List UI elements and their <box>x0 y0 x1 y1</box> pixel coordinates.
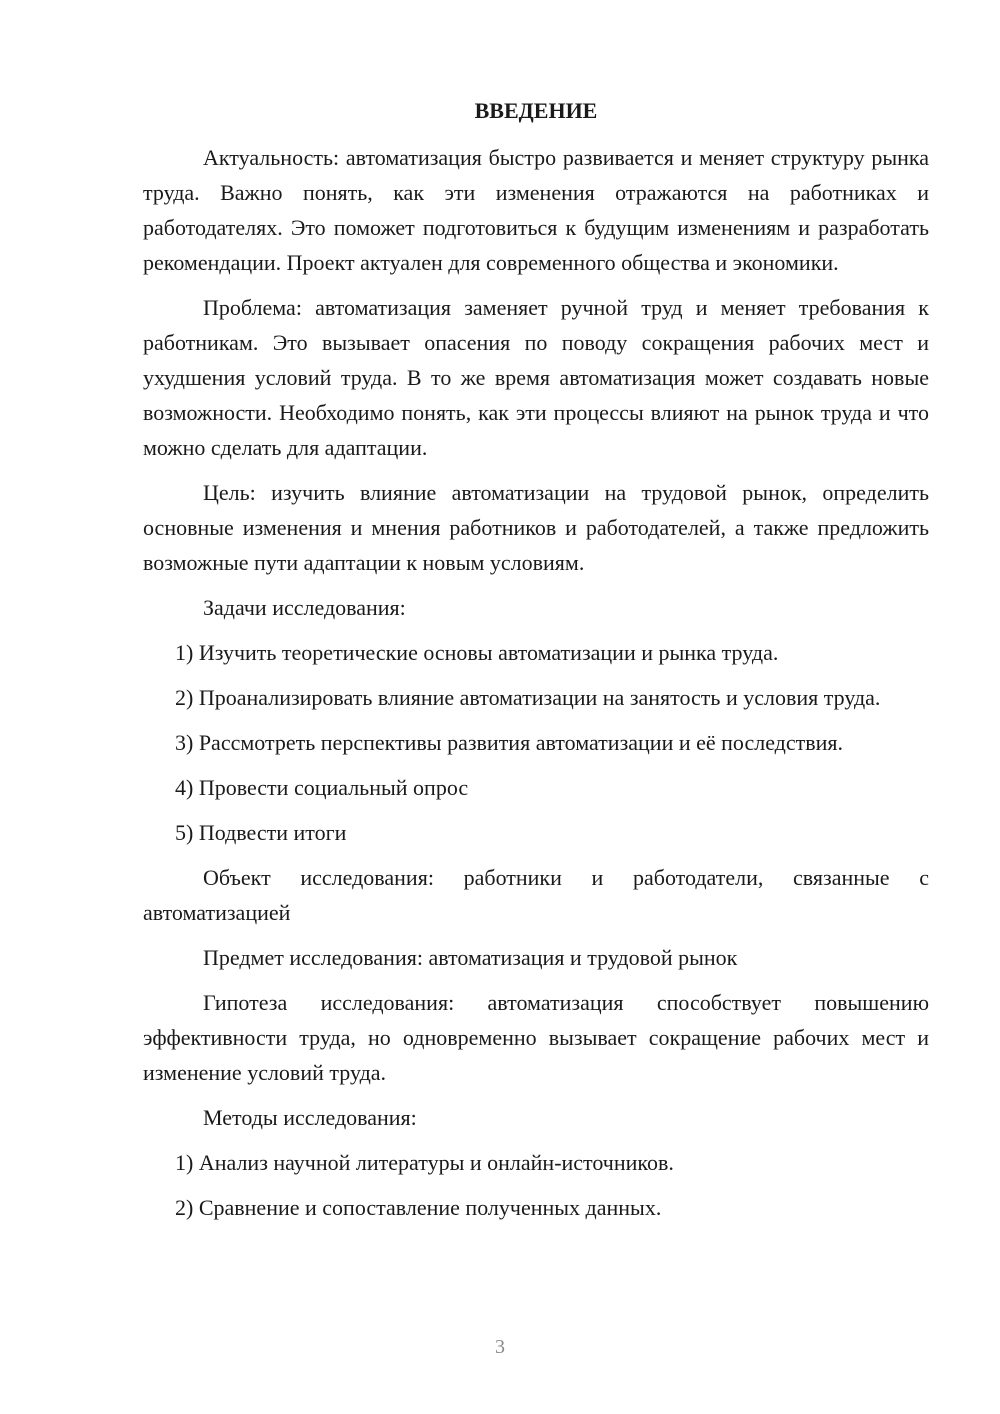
task-item-1: 1) Изучить теоретические основы автоматизации и рынка труда. <box>175 640 779 665</box>
document-page <box>143 96 929 1235</box>
section-heading: ВВЕДЕНИЕ <box>474 98 598 123</box>
object-paragraph: Объект исследования: работники и работодатели, связанные с автоматизацией <box>143 865 929 925</box>
task-item-3: 3) Рассмотреть перспективы развития автоматизации и её последствия. <box>175 730 844 755</box>
page-number: 3 <box>495 1336 505 1358</box>
goal-paragraph: Цель: изучить влияние автоматизации на трудовой рынок, определить основные изменения и мнения работников и работодателей, а также предложить возможные пути адаптации к новым условиям. <box>143 480 929 575</box>
methods-title: Методы исследования: <box>203 1105 417 1130</box>
subject-paragraph: Предмет исследования: автоматизация и трудовой рынок <box>203 945 738 970</box>
tasks-title: Задачи исследования: <box>203 595 406 620</box>
method-item-2: 2) Сравнение и сопоставление полученных данных. <box>175 1195 662 1220</box>
problem-paragraph: Проблема: автоматизация заменяет ручной труд и меняет требования к работникам. Это вызывает опасения по поводу сокращения рабочих мест и ухудшения условий труда. В то же время автоматизация может создавать новые возможности. Необходимо понять, как эти процессы влияют на рынок труда и что можно сделать для адаптации. <box>143 295 929 460</box>
relevance-paragraph: Актуальность: автоматизация быстро развивается и меняет структуру рынка труда. Важно понять, как эти изменения отражаются на работниках и работодателях. Это поможет подготовиться к будущим изменениям и разработать рекомендации. Проект актуален для современного общества и экономики. <box>143 145 929 275</box>
task-item-5: 5) Подвести итоги <box>175 820 347 845</box>
hypothesis-paragraph: Гипотеза исследования: автоматизация способствует повышению эффективности труда, но одновременно вызывает сокращение рабочих мест и изменение условий труда. <box>143 990 929 1085</box>
method-item-1: 1) Анализ научной литературы и онлайн-источников. <box>175 1150 674 1175</box>
task-item-2: 2) Проанализировать влияние автоматизации на занятость и условия труда. <box>175 685 881 710</box>
task-item-4: 4) Провести социальный опрос <box>175 775 469 800</box>
